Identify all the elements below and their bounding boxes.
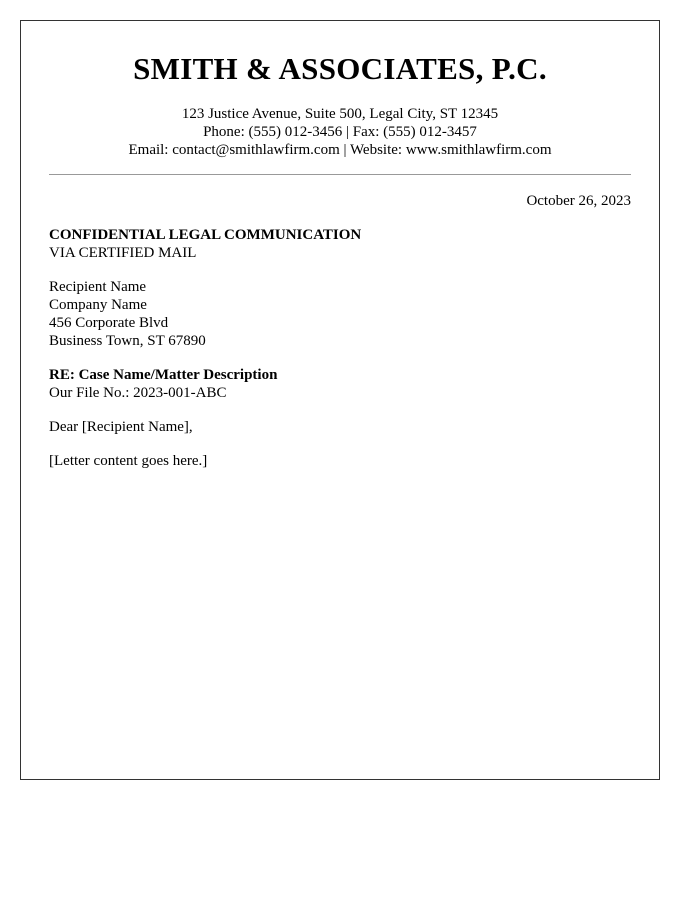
firm-phone-fax: Phone: (555) 012-3456 | Fax: (555) 012-3457 — [203, 124, 477, 140]
recipient-street: 456 Corporate Blvd — [49, 315, 169, 331]
file-number: Our File No.: 2023-001-ABC — [49, 385, 227, 401]
recipient-address-block — [49, 278, 631, 350]
firm-address: 123 Justice Avenue, Suite 500, Legal City, ST 12345 — [181, 106, 499, 122]
confidential-notice: CONFIDENTIAL LEGAL COMMUNICATION — [49, 227, 362, 243]
recipient-name: Recipient Name — [49, 279, 147, 295]
letter-page — [20, 20, 660, 780]
letterhead-divider — [49, 174, 631, 175]
reference-block — [49, 366, 631, 402]
delivery-method: VIA CERTIFIED MAIL — [49, 245, 197, 261]
re-line: RE: Case Name/Matter Description — [49, 367, 278, 383]
letter-date: October 26, 2023 — [526, 193, 631, 209]
salutation-block — [49, 418, 631, 436]
notice-block — [49, 226, 631, 262]
salutation: Dear [Recipient Name], — [49, 419, 193, 435]
letter-body-block — [49, 452, 631, 470]
firm-contact-info — [49, 105, 631, 159]
letter-body: [Letter content goes here.] — [49, 453, 208, 469]
firm-email-website: Email: contact@smithlawfirm.com | Website: www.smithlawfirm.com — [128, 142, 552, 158]
recipient-company: Company Name — [49, 297, 147, 313]
firm-name: SMITH & ASSOCIATES, P.C. — [133, 51, 547, 86]
recipient-city: Business Town, ST 67890 — [49, 333, 206, 349]
